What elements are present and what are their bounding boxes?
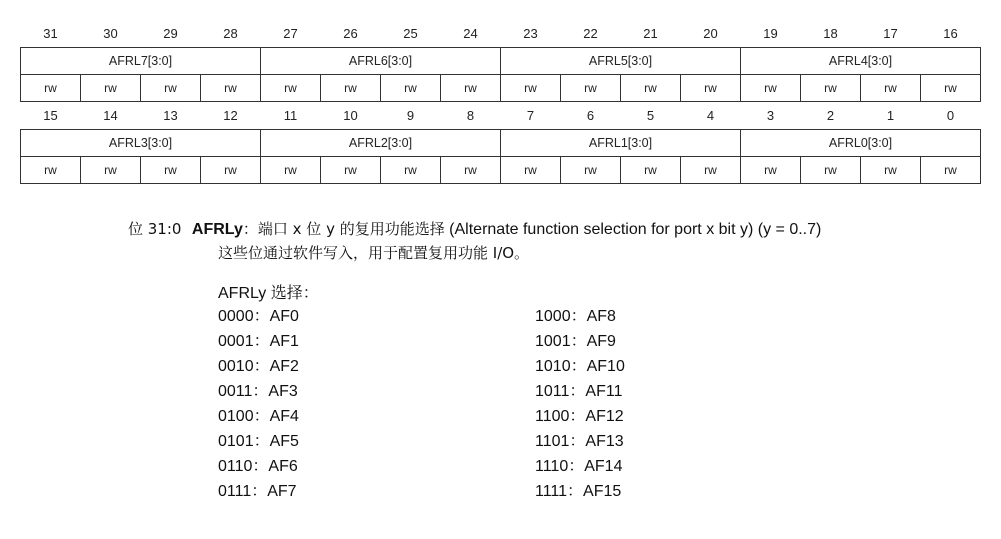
bit-number: 18: [823, 26, 838, 41]
field-name: AFRL0[3:0]: [741, 130, 981, 157]
option-item: 0110：AF6: [218, 458, 298, 475]
field-row: [21, 130, 981, 157]
option-item: 1010：AF10: [535, 358, 625, 375]
option-item: 1011：AF11: [535, 383, 623, 400]
bit-range: 位 31:0: [128, 220, 182, 238]
bit-number: 22: [583, 26, 598, 41]
title-cn: 端口 x 位 y 的复用功能选择: [257, 220, 445, 238]
bit-number: 27: [283, 26, 298, 41]
bit-number: 29: [163, 26, 178, 41]
field-row: [21, 48, 981, 75]
bit-number: 28: [223, 26, 238, 41]
bit-number: 24: [463, 26, 478, 41]
access-type: rw: [21, 157, 81, 184]
access-type: rw: [441, 75, 501, 102]
select-label: AFRLy 选择：: [218, 285, 319, 302]
bit-number: 15: [43, 108, 58, 123]
access-type: rw: [561, 75, 621, 102]
option-item: 0001：AF1: [218, 333, 299, 350]
access-type: rw: [681, 75, 741, 102]
bit-number: 23: [523, 26, 538, 41]
bit-number: 13: [163, 108, 178, 123]
bit-number: 25: [403, 26, 418, 41]
option-item: 0011：AF3: [218, 383, 298, 400]
access-type: rw: [261, 157, 321, 184]
field-name: AFRL3[3:0]: [21, 130, 261, 157]
bit-number-row: [21, 20, 981, 48]
access-row: [21, 157, 981, 184]
bit-number: 12: [223, 108, 238, 123]
bit-number: 6: [586, 108, 595, 123]
access-type: rw: [381, 75, 441, 102]
bit-number: 21: [643, 26, 658, 41]
access-type: rw: [321, 75, 381, 102]
bit-number: 11: [283, 108, 298, 123]
option-item: 1110：AF14: [535, 458, 623, 475]
bit-number: 16: [943, 26, 958, 41]
access-type: rw: [621, 75, 681, 102]
bit-number-row: [21, 102, 981, 130]
access-type: rw: [561, 157, 621, 184]
field-name: AFRL6[3:0]: [261, 48, 501, 75]
option-item: 0000：AF0: [218, 308, 299, 325]
option-item: 1001：AF9: [535, 333, 616, 350]
access-row: [21, 75, 981, 102]
bit-number: 4: [706, 108, 715, 123]
access-type: rw: [141, 75, 201, 102]
option-item: 1000：AF8: [535, 308, 616, 325]
access-type: rw: [861, 75, 921, 102]
register-table-low: [20, 102, 981, 184]
option-item: 1111：AF15: [535, 483, 622, 500]
access-type: rw: [501, 157, 561, 184]
access-type: rw: [81, 75, 141, 102]
option-item: 0111：AF7: [218, 483, 297, 500]
option-item: 1100：AF12: [535, 408, 624, 425]
option-item: 0101：AF5: [218, 433, 299, 450]
access-type: rw: [801, 75, 861, 102]
colon: ：: [242, 220, 258, 238]
bit-number: 2: [826, 108, 835, 123]
bit-number: 1: [886, 108, 895, 123]
bit-number: 14: [103, 108, 118, 123]
access-type: rw: [741, 75, 801, 102]
bit-number: 9: [406, 108, 415, 123]
field-name: AFRL2[3:0]: [261, 130, 501, 157]
access-type: rw: [921, 75, 981, 102]
field-name: AFRL4[3:0]: [741, 48, 981, 75]
bit-number: 19: [763, 26, 778, 41]
field-description-title: [128, 219, 821, 240]
bit-number: 26: [343, 26, 358, 41]
bit-number: 30: [103, 26, 118, 41]
bit-number: 31: [43, 26, 58, 41]
access-type: rw: [201, 75, 261, 102]
bit-number: 3: [766, 108, 775, 123]
access-type: rw: [321, 157, 381, 184]
field-name: AFRL7[3:0]: [21, 48, 261, 75]
access-type: rw: [801, 157, 861, 184]
bit-number: 17: [883, 26, 898, 41]
access-type: rw: [81, 157, 141, 184]
bit-number: 20: [703, 26, 718, 41]
access-type: rw: [741, 157, 801, 184]
access-type: rw: [621, 157, 681, 184]
field-name: AFRL1[3:0]: [501, 130, 741, 157]
access-type: rw: [501, 75, 561, 102]
bit-number: 7: [526, 108, 535, 123]
access-type: rw: [681, 157, 741, 184]
access-type: rw: [441, 157, 501, 184]
access-type: rw: [261, 75, 321, 102]
bit-number: 10: [343, 108, 358, 123]
bit-number: 5: [646, 108, 655, 123]
access-type: rw: [21, 75, 81, 102]
options-list-left: [218, 304, 299, 504]
title-en: (Alternate function selection for port x bit y) (y = 0..7): [449, 221, 822, 238]
access-type: rw: [141, 157, 201, 184]
options-list-right: [535, 304, 625, 504]
register-table-high: [20, 20, 981, 102]
bit-number: 8: [466, 108, 475, 123]
access-type: rw: [861, 157, 921, 184]
field-description-body: 这些位通过软件写入，用于配置复用功能 I/O。: [218, 244, 530, 262]
access-type: rw: [381, 157, 441, 184]
option-item: 0100：AF4: [218, 408, 299, 425]
access-type: rw: [201, 157, 261, 184]
access-type: rw: [921, 157, 981, 184]
option-item: 1101：AF13: [535, 433, 624, 450]
field-name: AFRLy: [191, 221, 243, 238]
option-item: 0010：AF2: [218, 358, 299, 375]
bit-number: 0: [946, 108, 955, 123]
field-name: AFRL5[3:0]: [501, 48, 741, 75]
